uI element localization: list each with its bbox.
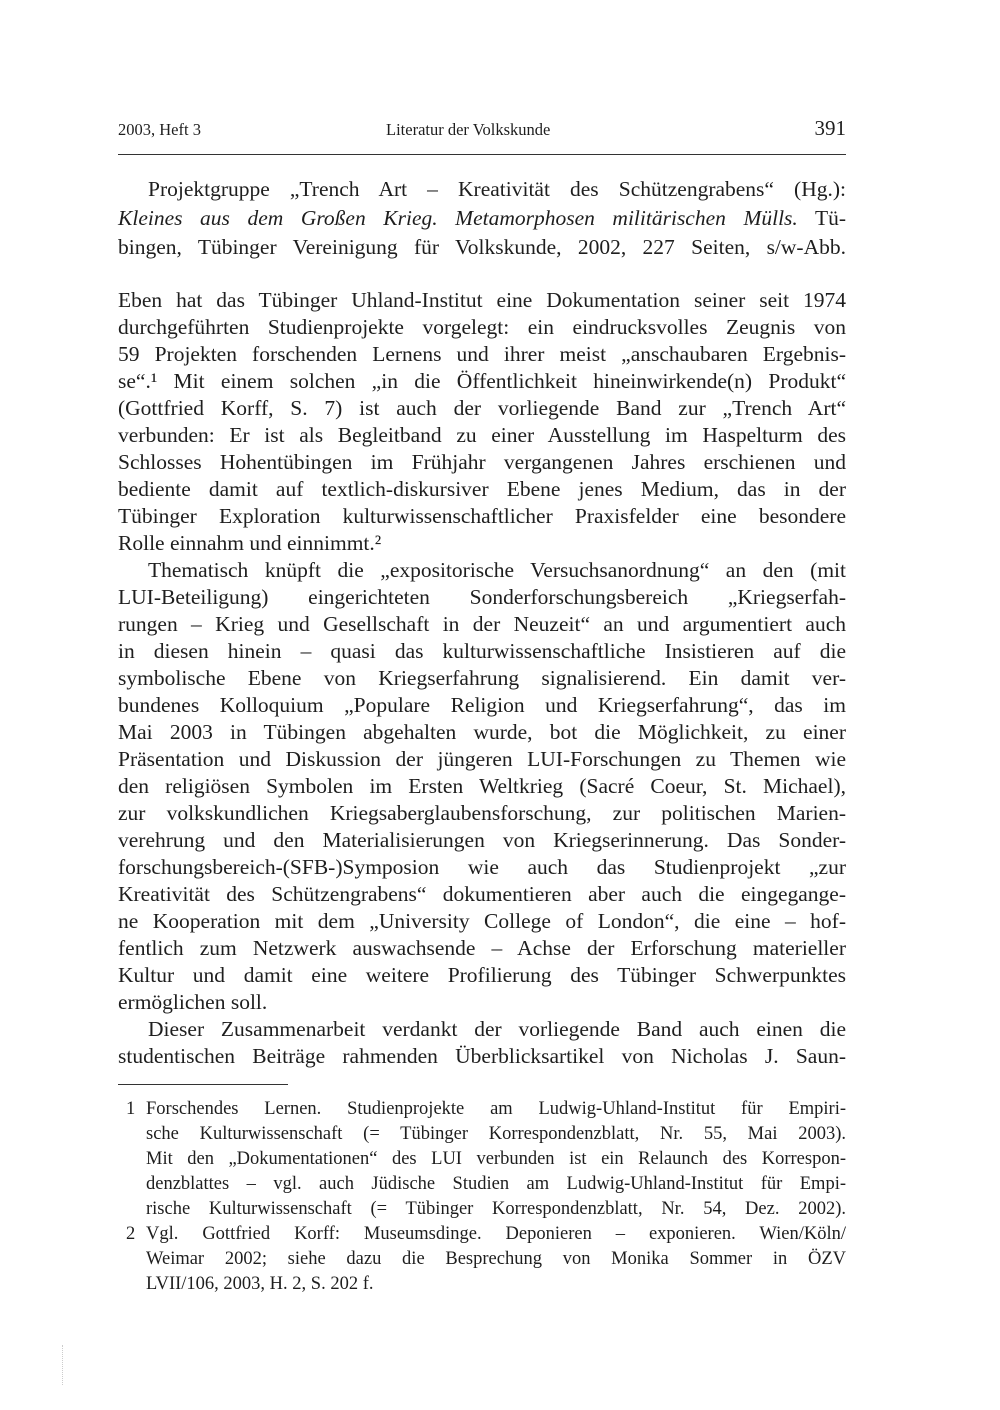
footnote-line: 2 Vgl. Gottfried Korff: Museumsdinge. Deponieren – exponieren. Wien/Köln/ — [126, 1224, 846, 1244]
text-line: durchgeführten Studienprojekte vorgelegt: ein eindrucksvolles Zeugnis von — [118, 315, 846, 339]
citation-line: Kleines aus dem Großen Krieg. Metamorphosen militärischen Mülls. Tü- — [118, 206, 846, 230]
text-line: Tübinger Exploration kulturwissenschaftlicher Praxisfelder eine besondere — [118, 504, 846, 528]
text-line: LUI-Beteiligung) eingerichteten Sonderforschungsbereich „Kriegserfah- — [118, 585, 846, 609]
running-header — [118, 118, 846, 155]
text-line: (Gottfried Korff, S. 7) ist auch der vorliegende Band zur „Trench Art“ — [118, 396, 846, 420]
text-line: bediente damit auf textlich-diskursiver Ebene jenes Medium, das in der — [118, 477, 846, 501]
text-line: ne Kooperation mit dem „University College of London“, die eine – hof- — [118, 909, 846, 933]
citation-line: bingen, Tübinger Vereinigung für Volkskunde, 2002, 227 Seiten, s/w-Abb. — [118, 235, 846, 259]
citation-line: Projektgruppe „Trench Art – Kreativität des Schützengrabens“ (Hg.): — [148, 177, 846, 201]
text-line: ermöglichen soll. — [118, 990, 268, 1014]
text-line: Rolle einnahm und einnimmt.² — [118, 531, 382, 555]
text-line: Präsentation und Diskussion der jüngeren LUI-Forschungen zu Themen wie — [118, 747, 846, 771]
text-line: Thematisch knüpft die „expositorische Versuchsanordnung“ an den (mit — [148, 558, 846, 582]
footnote-line: Weimar 2002; siehe dazu die Besprechung von Monika Sommer in ÖZV — [146, 1249, 846, 1269]
text-line: Schlosses Hohentübingen im Frühjahr vergangenen Jahres erschienen und — [118, 450, 846, 474]
text-line: den religiösen Symbolen im Ersten Weltkrieg (Sacré Coeur, St. Michael), — [118, 774, 846, 798]
text-line: Kultur und damit eine weitere Profilierung des Tübinger Schwerpunktes — [118, 963, 846, 987]
text-line: bundenes Kolloquium „Populare Religion und Kriegserfahrung“, das im — [118, 693, 846, 717]
text-line: fentlich zum Netzwerk auswachsende – Achse der Erforschung materieller — [118, 936, 846, 960]
text-line: Dieser Zusammenarbeit verdankt der vorliegende Band auch einen die — [148, 1017, 846, 1041]
footnote-separator — [118, 1084, 288, 1085]
text-line: 59 Projekten forschenden Lernens und ihrer meist „anschaubaren Ergebnis- — [118, 342, 846, 366]
text-line: forschungsbereich-(SFB-)Symposion wie auch das Studienprojekt „zur — [118, 855, 846, 879]
footnote-line: Mit den „Dokumentationen“ des LUI verbunden ist ein Relaunch des Korrespon- — [146, 1149, 846, 1169]
header-issue: 2003, Heft 3 — [118, 120, 201, 139]
text-line: verehrung und den Materialisierungen von Kriegserinnerung. Das Sonder- — [118, 828, 846, 852]
footnote-line: denzblattes – vgl. auch Jüdische Studien am Ludwig-Uhland-Institut für Empi- — [146, 1174, 846, 1194]
text-line: studentischen Beiträge rahmenden Überblicksartikel von Nicholas J. Saun- — [118, 1044, 846, 1068]
text-line: rungen – Krieg und Gesellschaft in der Neuzeit“ an und argumentiert auch — [118, 612, 846, 636]
footnote-line: sche Kulturwissenschaft (= Tübinger Korrespondenzblatt, Nr. 55, Mai 2003). — [146, 1124, 846, 1144]
text-line: verbunden: Er ist als Begleitband zu einer Ausstellung im Haspelturm des — [118, 423, 846, 447]
text-line: zur volkskundlichen Kriegsaberglaubensforschung, zur politischen Marien- — [118, 801, 846, 825]
text-line: se“.¹ Mit einem solchen „in die Öffentlichkeit hineinwirkende(n) Produkt“ — [118, 369, 846, 393]
text-line: symbolische Ebene von Kriegserfahrung signalisierend. Ein damit ver- — [118, 666, 846, 690]
header-section-title: Literatur der Volkskunde — [386, 120, 551, 139]
text-line: Eben hat das Tübinger Uhland-Institut eine Dokumentation seiner seit 1974 — [118, 288, 846, 312]
footnote-line: 1 Forschendes Lernen. Studienprojekte am Ludwig-Uhland-Institut für Empiri- — [126, 1099, 846, 1119]
footnote-line: rische Kulturwissenschaft (= Tübinger Korrespondenzblatt, Nr. 54, Dez. 2002). — [146, 1199, 846, 1219]
text-line: Mai 2003 in Tübingen abgehalten wurde, bot die Möglichkeit, zu einer — [118, 720, 846, 744]
text-line: in diesen hinein – quasi das kulturwissenschaftliche Insistieren auf die — [118, 639, 846, 663]
text-line: Kreativität des Schützengrabens“ dokumentieren aber auch die eingegange- — [118, 882, 846, 906]
scan-margin-mark — [62, 1345, 64, 1385]
footnote-line: LVII/106, 2003, H. 2, S. 202 f. — [146, 1274, 374, 1294]
footnote-number: 2 — [126, 1224, 136, 1244]
page-number: 391 — [814, 116, 846, 140]
footnote-number: 1 — [126, 1099, 136, 1119]
book-title: Kleines aus dem Großen Krieg. Metamorphosen militärischen Mülls. — [118, 206, 798, 230]
